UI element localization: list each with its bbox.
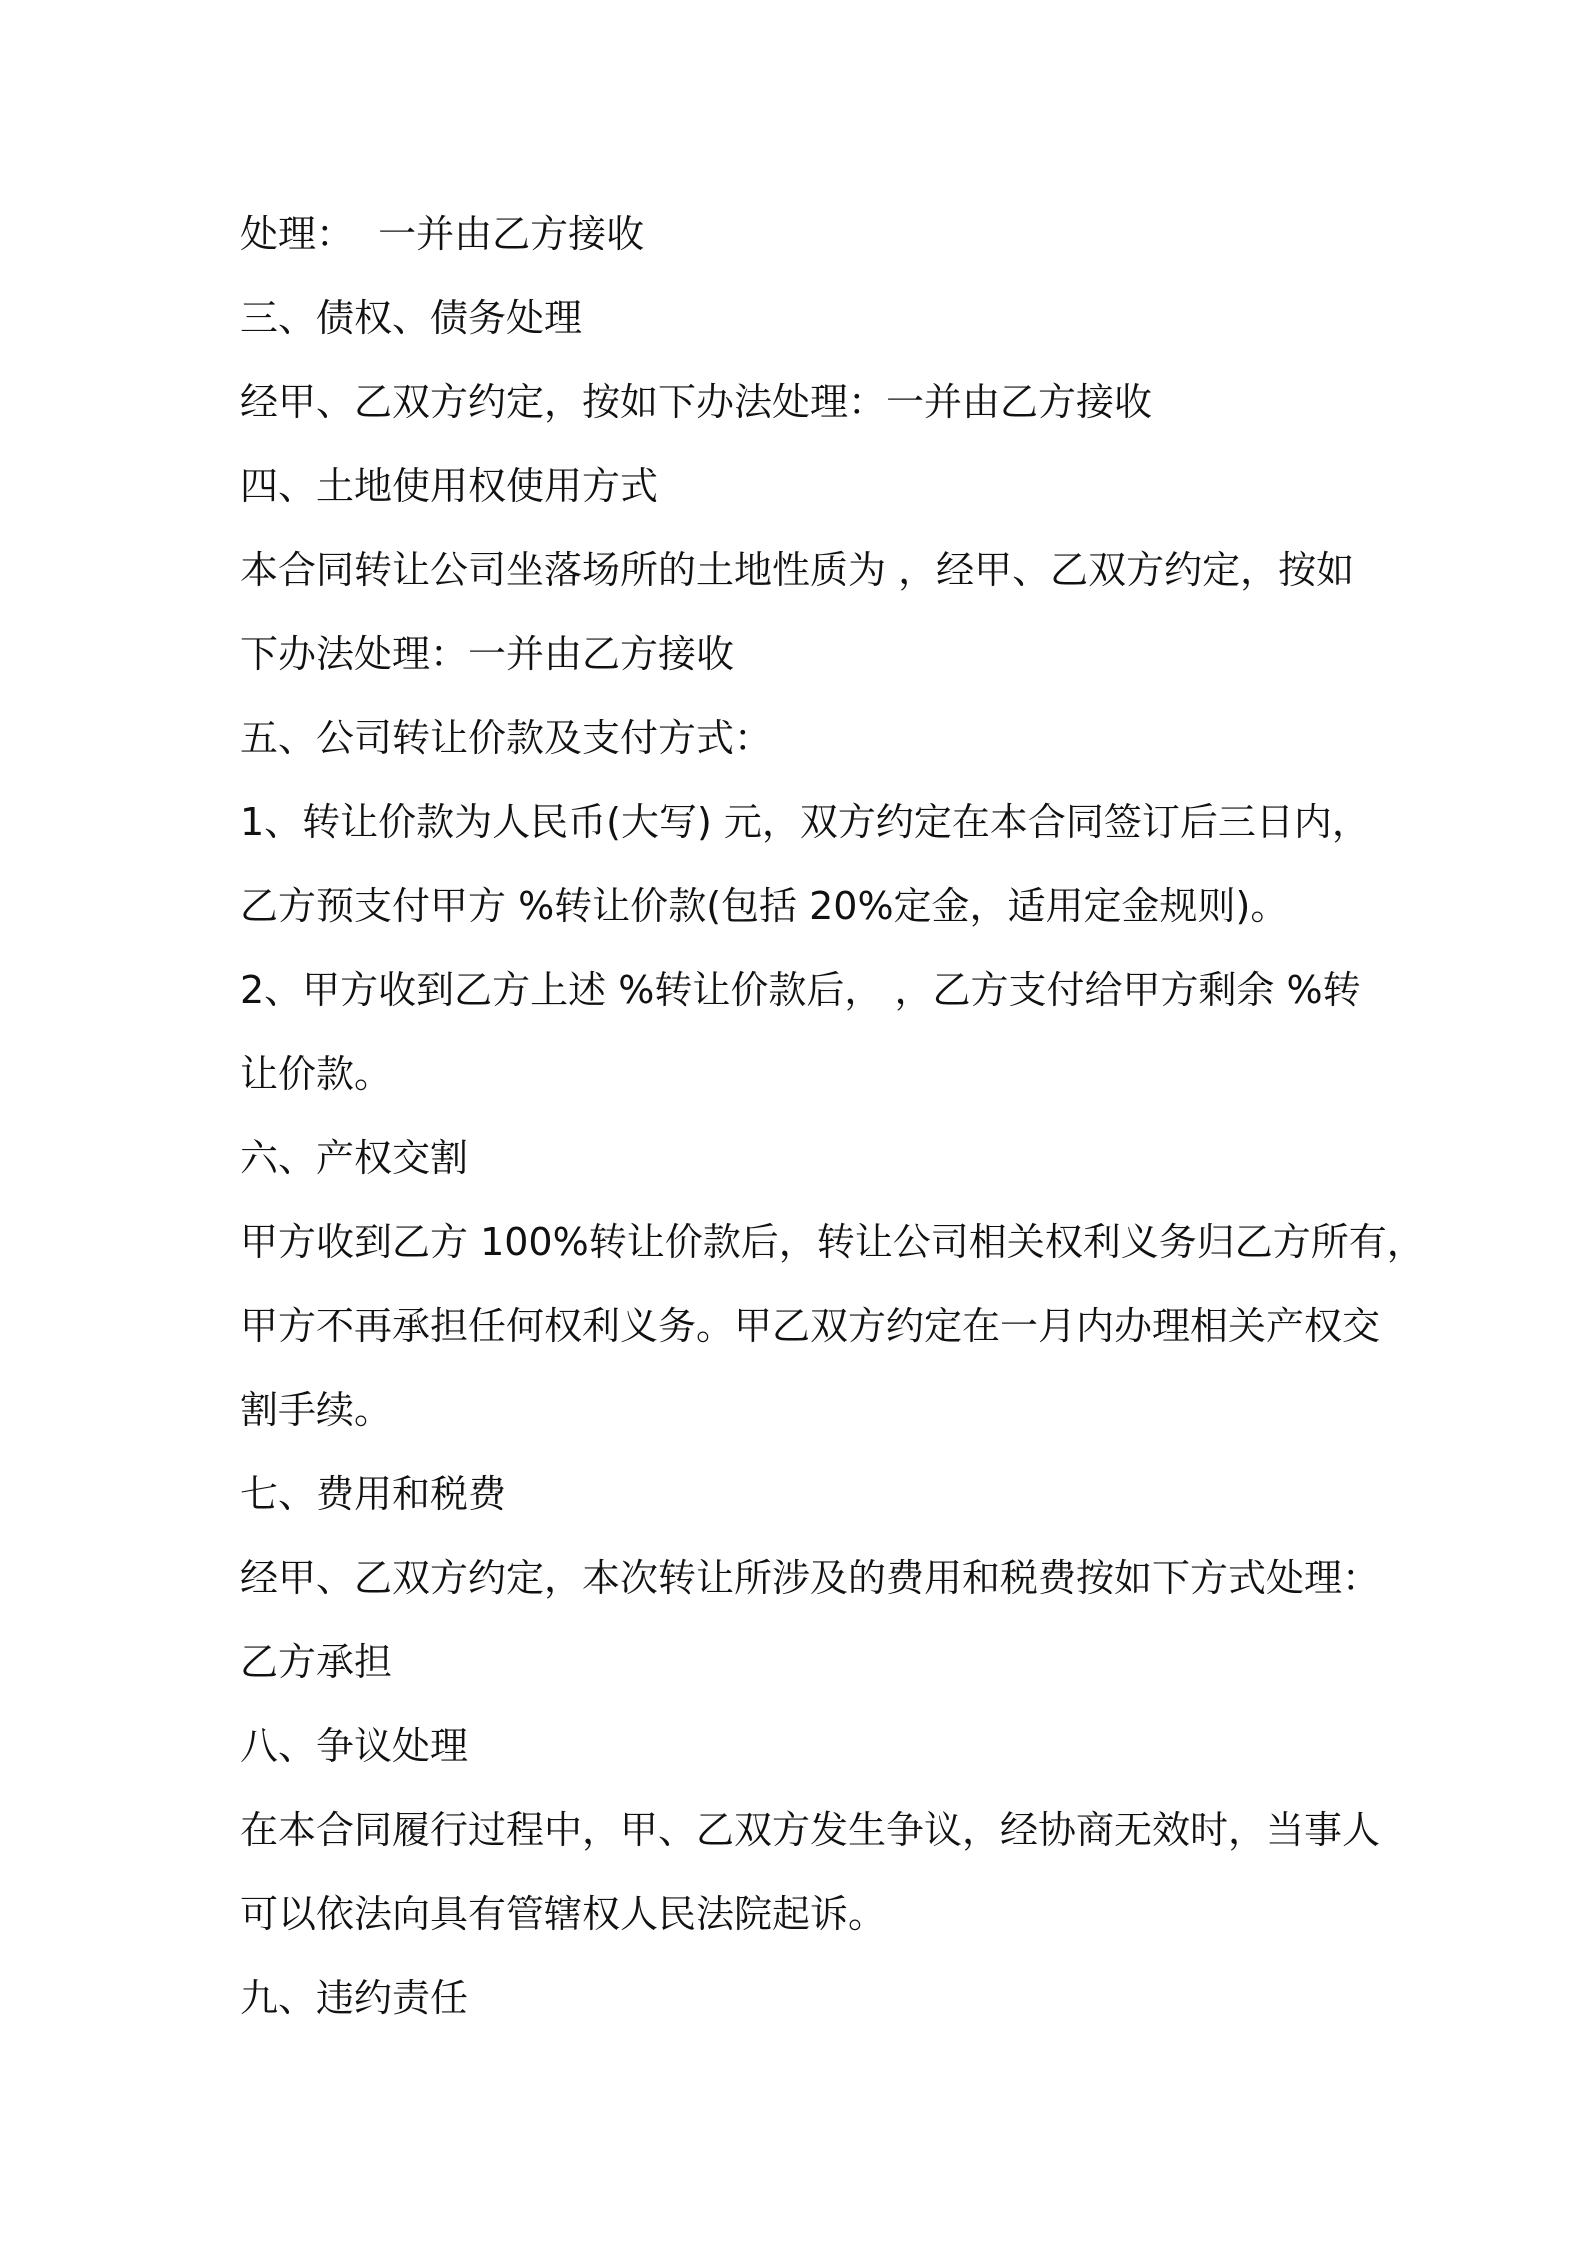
text-line: 1、转让价款为人民币(大写) 元，双方约定在本合同签订后三日内，: [240, 800, 1370, 844]
text-line: 甲方不再承担任何权利义务。甲乙双方约定在一月内办理相关产权交: [240, 1304, 1381, 1348]
section-heading-3: 三、债权、债务处理: [240, 296, 583, 340]
text-line: 本合同转让公司坐落场所的土地性质为 ，经甲、乙双方约定，按如: [240, 548, 1355, 592]
text-line: 在本合同履行过程中，甲、乙双方发生争议，经协商无效时，当事人: [240, 1808, 1381, 1852]
text-line: 经甲、乙双方约定，按如下办法处理：一并由乙方接收: [240, 380, 1153, 424]
text-line: 甲方收到乙方 100%转让价款后，转让公司相关权利义务归乙方所有，: [240, 1220, 1425, 1264]
section-heading-7: 七、费用和税费: [240, 1472, 507, 1516]
section-heading-4: 四、土地使用权使用方式: [240, 464, 659, 508]
text-line: 让价款。: [240, 1052, 393, 1096]
text-line: 割手续。: [240, 1388, 393, 1432]
text-line-disposal: 处理： 一并由乙方接收: [240, 212, 645, 256]
text-line: 经甲、乙双方约定，本次转让所涉及的费用和税费按如下方式处理：: [240, 1556, 1381, 1600]
text-line: 乙方预支付甲方 %转让价款(包括 20%定金，适用定金规则)。: [240, 884, 1289, 928]
text-line: 可以依法向具有管辖权人民法院起诉。: [240, 1892, 887, 1936]
section-heading-8: 八、争议处理: [240, 1724, 469, 1768]
text-line: 下办法处理：一并由乙方接收: [240, 632, 735, 676]
section-heading-6: 六、产权交割: [240, 1136, 469, 1180]
text-line: 乙方承担: [240, 1640, 393, 1684]
text-line: 2、甲方收到乙方上述 %转让价款后， ，乙方支付给甲方剩余 %转: [240, 968, 1361, 1012]
section-heading-5: 五、公司转让价款及支付方式：: [240, 716, 773, 760]
document-body: [240, 192, 1425, 2040]
section-heading-9: 九、违约责任: [240, 1976, 469, 2020]
